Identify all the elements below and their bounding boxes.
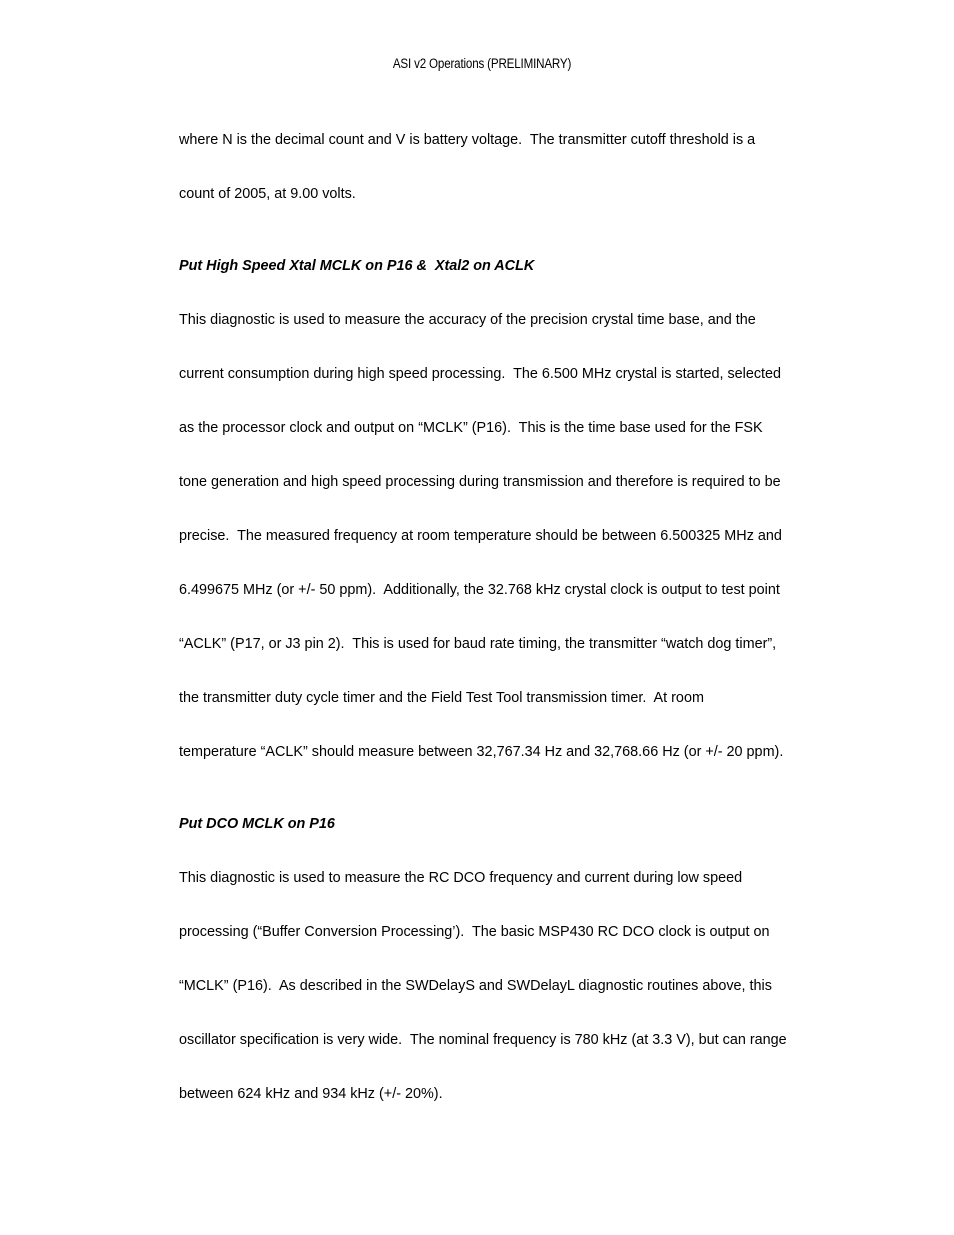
section-paragraph-xtal-mclk <box>179 275 844 797</box>
text-line: between 624 kHz and 934 kHz (+/- 20%). <box>179 1086 443 1102</box>
text-line: temperature “ACLK” should measure between 32,767.34 Hz and 32,768.66 Hz (or +/- 20 ppm). <box>179 744 784 760</box>
text-line: as the processor clock and output on “MCLK” (P16). This is the time base used for the FSK <box>179 420 763 436</box>
text-line: 6.499675 MHz (or +/- 50 ppm). Additionally, the 32.768 kHz crystal clock is output to test point <box>179 582 780 598</box>
text-line: oscillator specification is very wide. The nominal frequency is 780 kHz (at 3.3 V), but can range <box>179 1032 787 1048</box>
paragraph-gap <box>179 797 844 815</box>
page-header: ASI v2 Operations (PRELIMINARY) <box>392 56 572 71</box>
text-line: where N is the decimal count and V is battery voltage. The transmitter cutoff threshold is a <box>179 132 756 148</box>
text-line: “ACLK” (P17, or J3 pin 2). This is used for baud rate timing, the transmitter “watch dog timer”, <box>179 636 777 652</box>
text-line: This diagnostic is used to measure the RC DCO frequency and current during low speed <box>179 870 743 886</box>
text-line: the transmitter duty cycle timer and the Field Test Tool transmission timer. At room <box>179 690 704 706</box>
document-body <box>179 95 844 1139</box>
intro-paragraph <box>179 95 844 239</box>
text-line: “MCLK” (P16). As described in the SWDelayS and SWDelayL diagnostic routines above, this <box>179 978 772 994</box>
section-heading-dco-mclk: Put DCO MCLK on P16 <box>179 816 335 832</box>
text-line: current consumption during high speed processing. The 6.500 MHz crystal is started, selected <box>179 366 782 382</box>
text-line: count of 2005, at 9.00 volts. <box>179 186 356 202</box>
text-line: processing (“Buffer Conversion Processing’). The basic MSP430 RC DCO clock is output on <box>179 924 770 940</box>
section-paragraph-dco-mclk <box>179 833 844 1139</box>
text-line: tone generation and high speed processing during transmission and therefore is required to be <box>179 474 781 490</box>
text-line: precise. The measured frequency at room temperature should be between 6.500325 MHz and <box>179 528 782 544</box>
paragraph-gap <box>179 239 844 257</box>
section-heading-xtal-mclk: Put High Speed Xtal MCLK on P16 & Xtal2 on ACLK <box>179 258 535 274</box>
text-line: This diagnostic is used to measure the accuracy of the precision crystal time base, and the <box>179 312 756 328</box>
